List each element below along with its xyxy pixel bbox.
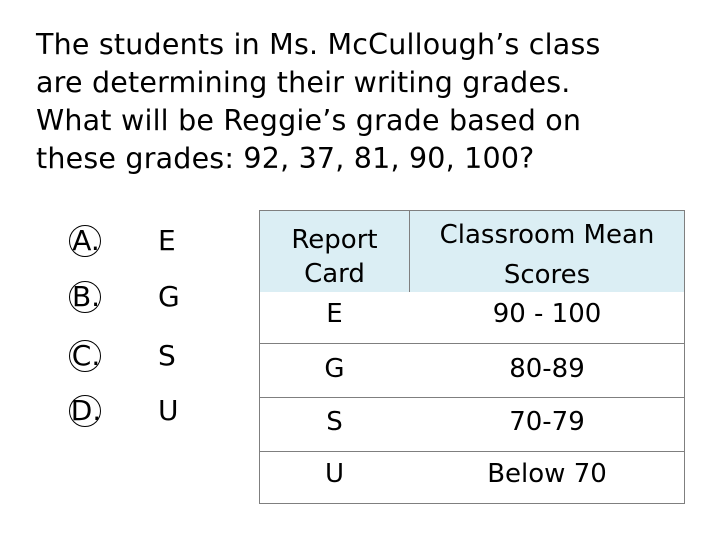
row-divider [260,397,684,398]
answer-choice-c[interactable] [58,336,208,376]
question-line: What will be Reggie’s grade based on [36,104,582,137]
header-report-card [260,223,409,291]
question-line: are determining their writing grades. [36,66,571,99]
header-text: Scores [503,260,591,290]
question-text [36,26,696,178]
header-classroom-mean-scores [410,215,684,295]
table-cell-grade: U [324,459,345,489]
choice-letter: D. [70,394,102,427]
choice-letter: C. [71,339,101,372]
question-line: these grades: 92, 37, 81, 90, 100? [36,142,535,175]
table-cell-range: 80-89 [509,354,585,384]
answer-choice-d[interactable] [58,391,208,431]
row-divider [260,343,684,344]
choice-answer: E [158,224,176,257]
table-cell-range: 90 - 100 [492,299,602,329]
choice-letter: B. [71,280,101,313]
choice-answer: U [158,394,179,427]
table-cell-range: Below 70 [487,459,607,489]
table-cell-range: 70-79 [509,407,585,437]
grade-table [259,210,685,504]
choice-answer: G [158,280,180,313]
header-text: Card [304,259,365,289]
row-divider [260,451,684,452]
header-text: Report [291,225,378,255]
choice-letter: A. [72,224,100,257]
header-text: Classroom Mean [439,220,655,250]
answer-choice-a[interactable] [58,221,208,261]
table-cell-grade: S [326,407,343,437]
answer-choice-b[interactable] [58,277,208,317]
table-cell-grade: G [324,354,345,384]
choice-answer: S [158,339,176,372]
table-cell-grade: E [326,299,343,329]
question-line: The students in Ms. McCullough’s class [36,28,601,61]
